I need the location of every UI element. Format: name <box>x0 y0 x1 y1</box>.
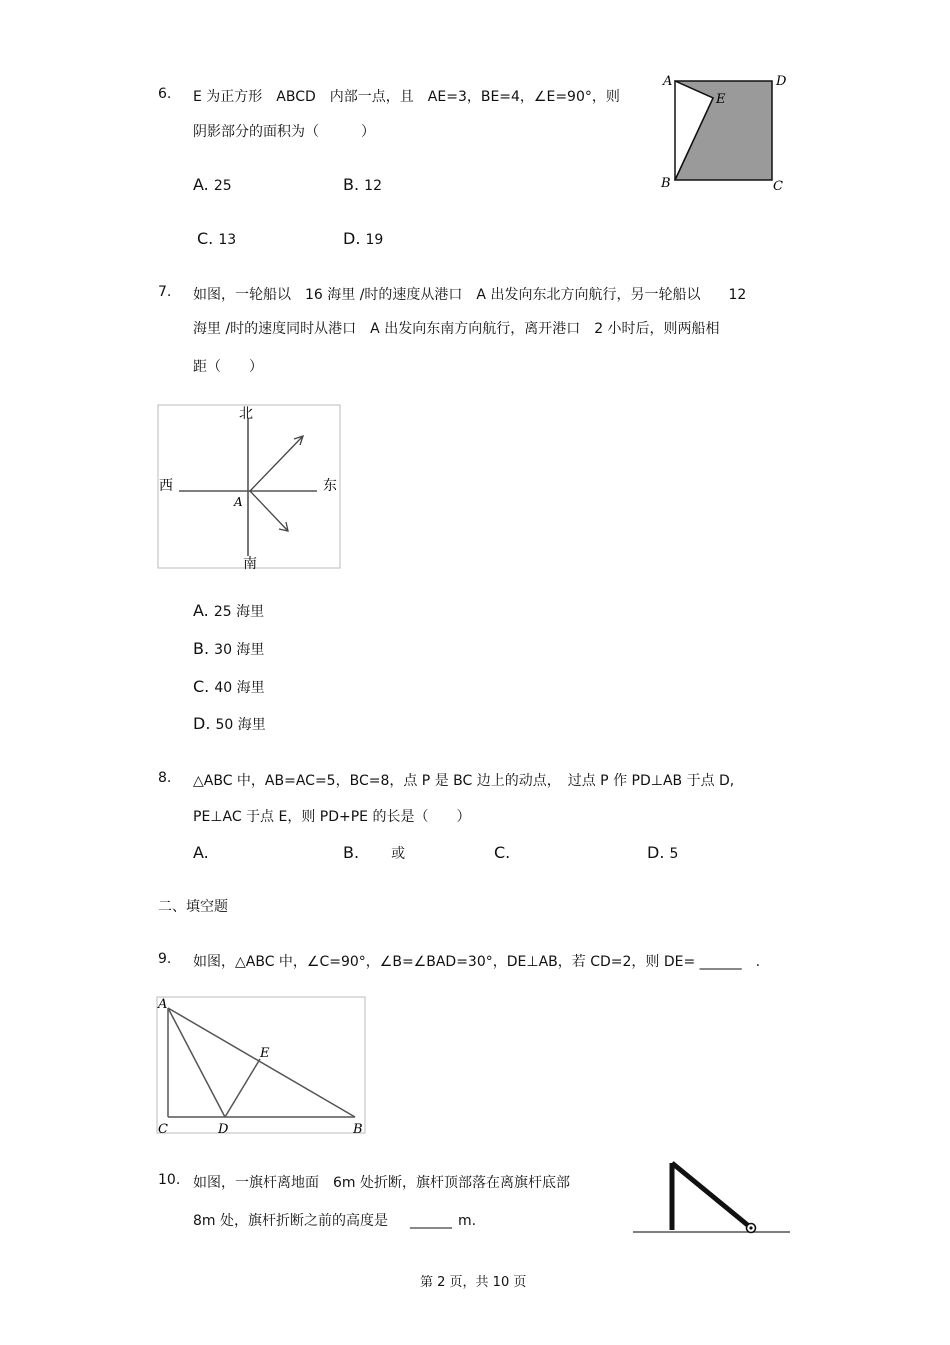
q8-option-b: B. 或 <box>343 843 406 862</box>
page-footer: 第 2 页，共 10 页 <box>420 1275 527 1290</box>
section-heading: 二、填空题 <box>158 899 228 915</box>
q8-text-line2: PE⊥AC 于点 E，则 PD+PE 的长是（ ） <box>193 809 471 825</box>
q10-flagpole-figure <box>630 1154 794 1240</box>
q9-label-a: A <box>158 997 168 1012</box>
q6-option-d: D. 19 <box>343 229 384 248</box>
q7-text-line1: 如图，一轮船以 16 海里 /时的速度从港口 A 出发向东北方向航行，另一轮船以 12 <box>193 287 747 303</box>
q7-label-west: 西 <box>159 478 173 494</box>
q6-label-e: E <box>716 92 726 107</box>
q8-option-a: A. <box>193 843 209 862</box>
q9-number: 9. <box>158 951 172 967</box>
q10-text-line2: 8m 处，旗杆折断之前的高度是 ______ m. <box>193 1213 477 1229</box>
q7-label-north: 北 <box>239 406 253 422</box>
q6-option-a: A. 25 <box>193 175 232 194</box>
q6-label-a: A <box>663 74 673 89</box>
q10-text-line1: 如图，一旗杆离地面 6m 处折断，旗杆顶部落在离旗杆底部 <box>193 1175 570 1191</box>
q9-text-line1: 如图，△ABC 中，∠C=90°，∠B=∠BAD=30°，DE⊥AB，若 CD=2，则 DE= ______ . <box>193 954 761 970</box>
q6-option-b: B. 12 <box>343 175 382 194</box>
q7-label-south: 南 <box>243 556 257 570</box>
q6-text-line2: 阴影部分的面积为（ ） <box>193 124 375 140</box>
q6-option-c: C. 13 <box>197 229 237 248</box>
q7-option-b: B. 30 海里 <box>193 639 265 658</box>
q9-label-e: E <box>260 1046 270 1061</box>
q9-answer-blank: ______ <box>699 954 742 970</box>
q9-figure-frame <box>157 997 365 1133</box>
q9-label-d: D <box>218 1122 229 1136</box>
q7-number: 7. <box>158 284 172 300</box>
q6-label-b: B <box>661 176 671 191</box>
q8-number: 8. <box>158 770 172 786</box>
q7-compass-figure <box>157 404 342 570</box>
q9-label-c: C <box>158 1122 168 1136</box>
q7-text-line2: 海里 /时的速度同时从港口 A 出发向东南方向航行，离开港口 2 小时后，则两船相 <box>193 321 720 337</box>
q7-option-a: A. 25 海里 <box>193 601 265 620</box>
q6-label-c: C <box>773 179 783 194</box>
q10-broken-pole <box>672 1163 750 1227</box>
q7-text-line3: 距（ ） <box>193 359 263 375</box>
q9-label-b: B <box>353 1122 363 1136</box>
q8-option-c: C. <box>494 843 511 862</box>
q6-number: 6. <box>158 86 172 102</box>
q6-square-figure <box>655 70 795 195</box>
q8-text-line1: △ABC 中，AB=AC=5，BC=8，点 P 是 BC 边上的动点， 过点 P 作 PD⊥AB 于点 D, <box>193 773 735 789</box>
q7-option-c: C. 40 海里 <box>193 677 265 696</box>
q7-label-origin: A <box>234 495 243 509</box>
q10-number: 10. <box>158 1172 181 1188</box>
q9-triangle-figure <box>156 994 368 1136</box>
q6-label-d: D <box>776 74 787 89</box>
q10-answer-blank: ______ <box>410 1213 452 1229</box>
q7-option-d: D. 50 海里 <box>193 714 266 733</box>
q7-label-east: 东 <box>323 478 337 494</box>
q6-text-line1: E 为正方形 ABCD 内部一点，且 AE=3，BE=4，∠E=90°，则 <box>193 89 620 105</box>
q7-figure-frame <box>158 405 340 568</box>
q8-option-d: D. 5 <box>647 843 679 862</box>
